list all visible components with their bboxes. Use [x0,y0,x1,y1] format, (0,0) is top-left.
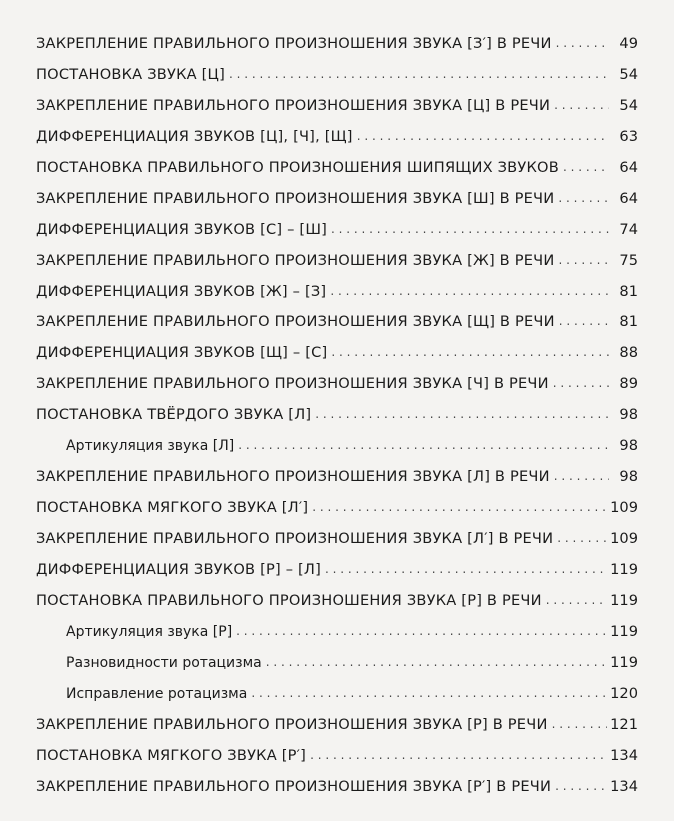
toc-subentry-title: Исправление ротацизма [66,685,248,702]
toc-entry-page: 119 [610,591,638,609]
toc-entry-title: ЗАКРЕПЛЕНИЕ ПРАВИЛЬНОГО ПРОИЗНОШЕНИЯ ЗВУКА [Р′] В РЕЧИ [36,777,552,795]
toc-entry-page: 109 [610,530,638,547]
toc-entry-title: ПОСТАНОВКА МЯГКОГО ЗВУКА [Р′] [36,746,307,764]
toc-subentry-title: Разновидности ротацизма [66,654,262,671]
toc-entry-page: 98 [619,468,638,486]
dot-leader [558,246,609,274]
toc-entry-title: ЗАКРЕПЛЕНИЕ ПРАВИЛЬНОГО ПРОИЗНОШЕНИЯ ЗВУКА [Ц] В РЕЧИ [36,96,551,114]
dot-leader [266,648,607,676]
toc-entry [36,185,638,216]
toc-entry-title: ЗАКРЕПЛЕНИЕ ПРАВИЛЬНОГО ПРОИЗНОШЕНИЯ ЗВУКА [Р] В РЕЧИ [36,715,548,733]
toc-entry [36,216,638,247]
toc-entry-page: 64 [619,189,638,207]
toc-subentry-page: 120 [610,684,638,702]
toc-entry-title: ЗАКРЕПЛЕНИЕ ПРАВИЛЬНОГО ПРОИЗНОШЕНИЯ ЗВУКА [Ч] В РЕЧИ [36,375,549,393]
toc-entry-page: 121 [610,715,638,733]
toc-entry [36,525,638,556]
toc-entry [36,30,638,61]
toc-entry [36,123,638,154]
toc-entry-page: 54 [619,96,638,114]
toc-entry-title: ПОСТАНОВКА ПРАВИЛЬНОГО ПРОИЗНОШЕНИЯ ШИПЯЩИХ ЗВУКОВ [36,158,559,176]
toc-entry-title: ЗАКРЕПЛЕНИЕ ПРАВИЛЬНОГО ПРОИЗНОШЕНИЯ ЗВУКА [Щ] В РЕЧИ [36,313,555,331]
toc-subentry-title: Артикуляция звука [Р] [66,623,233,640]
table-of-contents [36,30,638,803]
toc-subentry [36,618,638,649]
toc-entry-page: 81 [619,282,638,300]
dot-leader [546,586,607,614]
toc-entry [36,401,638,432]
toc-entry-page: 89 [619,375,638,393]
toc-entry [36,773,638,804]
toc-entry-page: 54 [619,65,638,83]
dot-leader [553,369,609,397]
dot-leader [238,431,609,459]
toc-entry [36,92,638,123]
dot-leader [555,772,607,800]
toc-entry [36,278,638,309]
toc-entry-page: 119 [610,560,638,578]
dot-leader [552,710,608,738]
dot-leader [315,400,609,428]
toc-entry-page: 88 [619,344,638,362]
toc-entry-title: ЗАКРЕПЛЕНИЕ ПРАВИЛЬНОГО ПРОИЗНОШЕНИЯ ЗВУКА [Л′] В РЕЧИ [36,530,554,547]
toc-entry-title: ДИФФЕРЕНЦИАЦИЯ ЗВУКОВ [Ж] – [З] [36,282,327,300]
dot-leader [236,617,607,645]
toc-subentry-page: 98 [619,437,638,455]
toc-entry-title: ЗАКРЕПЛЕНИЕ ПРАВИЛЬНОГО ПРОИЗНОШЕНИЯ ЗВУКА [З′] В РЕЧИ [36,35,552,52]
toc-entry-page: 134 [610,777,638,795]
dot-leader [330,277,609,305]
toc-entry [36,494,638,525]
toc-entry [36,61,638,92]
toc-subentry [36,432,638,463]
toc-entry [36,587,638,618]
toc-entry [36,370,638,401]
toc-subentry [36,680,638,711]
toc-entry-title: ПОСТАНОВКА ЗВУКА [Ц] [36,65,225,83]
toc-subentry [36,649,638,680]
dot-leader [556,29,609,57]
toc-entry [36,463,638,494]
toc-entry-page: 75 [619,251,638,269]
toc-entry-page: 49 [619,35,638,52]
toc-entry-title: ЗАКРЕПЛЕНИЕ ПРАВИЛЬНОГО ПРОИЗНОШЕНИЯ ЗВУКА [Ш] В РЕЧИ [36,189,555,207]
toc-entry-title: ДИФФЕРЕНЦИАЦИЯ ЗВУКОВ [Р] – [Л] [36,560,321,578]
dot-leader [554,91,609,119]
toc-entry-title: ДИФФЕРЕНЦИАЦИЯ ЗВУКОВ [Щ] – [С] [36,344,328,362]
toc-entry [36,711,638,742]
toc-subentry-title: Артикуляция звука [Л] [66,438,235,455]
toc-entry-page: 63 [619,127,638,145]
toc-entry [36,308,638,339]
dot-leader [310,741,607,769]
toc-entry [36,556,638,587]
toc-entry [36,154,638,185]
toc-entry-page: 98 [619,406,638,424]
toc-entry-title: ДИФФЕРЕНЦИАЦИЯ ЗВУКОВ [Ц], [Ч], [Щ] [36,127,353,145]
toc-entry-page: 74 [619,220,638,238]
dot-leader [554,462,609,490]
dot-leader [331,338,609,366]
toc-entry-title: ЗАКРЕПЛЕНИЕ ПРАВИЛЬНОГО ПРОИЗНОШЕНИЯ ЗВУКА [Ж] В РЕЧИ [36,251,555,269]
dot-leader [312,493,607,521]
dot-leader [558,184,609,212]
toc-entry-page: 109 [610,499,638,517]
dot-leader [331,215,609,243]
dot-leader [229,60,609,88]
dot-leader [325,555,607,583]
toc-entry-page: 81 [619,313,638,331]
toc-entry-title: ЗАКРЕПЛЕНИЕ ПРАВИЛЬНОГО ПРОИЗНОШЕНИЯ ЗВУКА [Л] В РЕЧИ [36,468,550,486]
dot-leader [559,307,609,335]
toc-entry-title: ПОСТАНОВКА ПРАВИЛЬНОГО ПРОИЗНОШЕНИЯ ЗВУКА [Р] В РЕЧИ [36,591,542,609]
toc-entry-page: 134 [610,746,638,764]
toc-entry [36,742,638,773]
toc-entry-title: ПОСТАНОВКА ТВЁРДОГО ЗВУКА [Л] [36,406,312,424]
dot-leader [563,153,609,181]
toc-entry-title: ПОСТАНОВКА МЯГКОГО ЗВУКА [Л′] [36,499,309,517]
toc-entry-page: 64 [619,158,638,176]
toc-subentry-page: 119 [610,653,638,671]
toc-entry-title: ДИФФЕРЕНЦИАЦИЯ ЗВУКОВ [С] – [Ш] [36,220,328,238]
toc-entry [36,247,638,278]
toc-subentry-page: 119 [610,622,638,640]
dot-leader [251,679,607,707]
dot-leader [557,524,607,552]
dot-leader [357,122,609,150]
toc-entry [36,339,638,370]
